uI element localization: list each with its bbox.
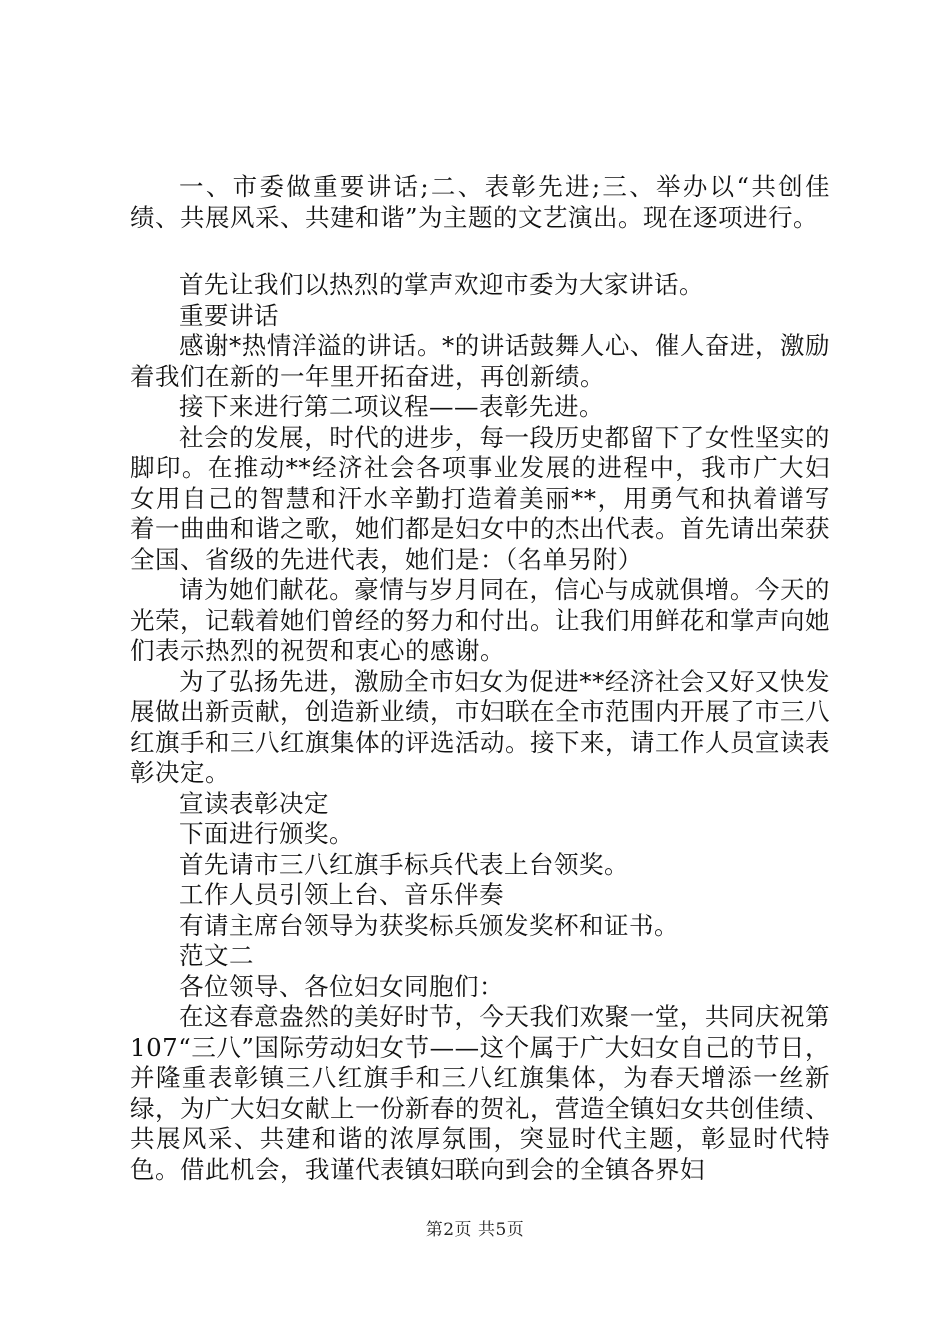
paragraph-important-speech: 重要讲话 [179, 300, 279, 330]
document-body [130, 172, 830, 1185]
paragraph-flowers: 请为她们献花。豪情与岁月同在，信心与成就俱增。今天的光荣，记载着她们曾经的努力和付出。让我们用鲜花和掌声向她们表示热烈的祝贺和衷心的感谢。 [130, 575, 830, 665]
paragraph-read-decision: 宣读表彰决定 [179, 788, 329, 818]
page-number-footer: 第2页 共5页 [425, 1220, 525, 1240]
paragraph-greeting: 各位领导、各位妇女同胞们： [179, 971, 504, 1001]
paragraph-sample-two-heading: 范文二 [179, 941, 254, 970]
paragraph-leaders-present: 有请主席台领导为获奖标兵颁发奖杯和证书。 [179, 910, 679, 940]
paragraph-spring-celebration: 在这春意盎然的美好时节，今天我们欢聚一堂，共同庆祝第107“三八”国际劳动妇女节——这个属于广大妇女自己的节日，并隆重表彰镇三八红旗手和三八红旗集体，为春天增添一丝新绿，为广大妇女献上一份新春的贺礼，营造全镇妇女共创佳绩、共展风采、共建和谐的浓厚氛围，突显时代主题，彰显时代特色。借此机会，我谨代表镇妇联向到会的全镇各界妇 [130, 1002, 830, 1184]
paragraph-second-agenda: 接下来进行第二项议程——表彰先进。 [179, 392, 604, 421]
paragraph-model-representatives: 首先请市三八红旗手标兵代表上台领奖。 [179, 849, 629, 879]
paragraph-thanks: 感谢*热情洋溢的讲话。*的讲话鼓舞人心、催人奋进，激励着我们在新的一年里开拓奋进，再创新绩。 [130, 331, 830, 391]
paragraph-staff-music: 工作人员引领上台、音乐伴奏 [179, 880, 504, 909]
paragraph-promote-advanced: 为了弘扬先进，激励全市妇女为促进**经济社会又好又快发展做出新贡献，创造新业绩，市妇联在全市范围内开展了市三八红旗手和三八红旗集体的评选活动。接下来，请工作人员宣读表彰决定。 [130, 666, 830, 787]
paragraph-award-ceremony: 下面进行颁奖。 [179, 819, 354, 848]
paragraph-welcome-speech: 首先让我们以热烈的掌声欢迎市委为大家讲话。 [179, 270, 704, 299]
paragraph-agenda: 一、市委做重要讲话;二、表彰先进;三、举办以“共创佳绩、共展风采、共建和谐”为主题的文艺演出。现在逐项进行。 [130, 172, 830, 232]
paragraph-society-development: 社会的发展，时代的进步，每一段历史都留下了女性坚实的脚印。在推动**经济社会各项事业发展的进程中，我市广大妇女用自己的智慧和汗水辛勤打造着美丽**，用勇气和执着谱写着一曲曲和谐之歌，她们都是妇女中的杰出代表。首先请出荣获全国、省级的先进代表，她们是：（名单另附） [130, 422, 830, 574]
